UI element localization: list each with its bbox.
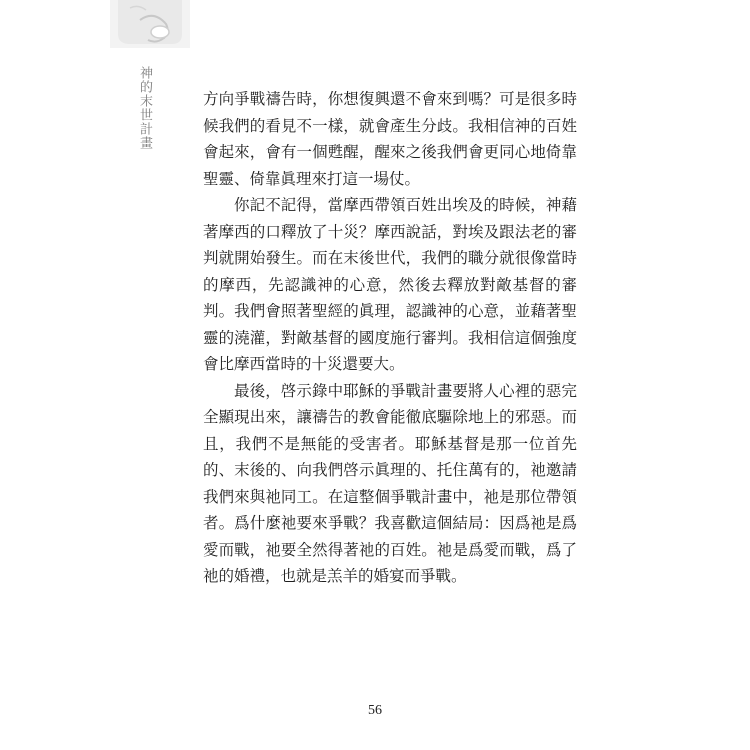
page-number: 56 bbox=[368, 703, 382, 718]
paragraph: 你記不記得，當摩西帶領百姓出埃及的時候，神藉著摩西的口釋放了十災？摩西說話，對埃及跟法老的審判就開始發生。而在末後世代，我們的職分就很像當時的摩西，先認識神的心意，然後去釋放對敵基督的審判。我們會照著聖經的眞理，認識神的心意，並藉著聖靈的澆灌，對敵基督的國度施行審判。我相信這個強度會比摩西當時的十災還要大。 bbox=[203, 196, 577, 373]
running-title: 神的末世計畫 bbox=[137, 66, 152, 150]
scroll-ornament-icon bbox=[110, 0, 190, 48]
paragraph: 方向爭戰禱告時，你想復興還不會來到嗎？可是很多時候我們的看見不一樣，就會產生分歧。我相信神的百姓會起來，會有一個甦醒，醒來之後我們會更同心地倚靠聖靈、倚靠眞理來打這一場仗。 bbox=[203, 90, 577, 188]
body-text bbox=[203, 86, 577, 590]
paragraph: 最後，啓示錄中耶穌的爭戰計畫要將人心裡的惡完全顯現出來，讓禱告的教會能徹底驅除地上的邪惡。而且，我們不是無能的受害者。耶穌基督是那一位首先的、末後的、向我們啓示眞理的、托住萬有的，祂邀請我們來與祂同工。在這整個爭戰計畫中，祂是那位帶領者。爲什麼祂要來爭戰？我喜歡這個結局：因爲祂是爲愛而戰，祂要全然得著祂的百姓。祂是爲愛而戰，爲了祂的婚禮，也就是羔羊的婚宴而爭戰。 bbox=[203, 381, 577, 585]
